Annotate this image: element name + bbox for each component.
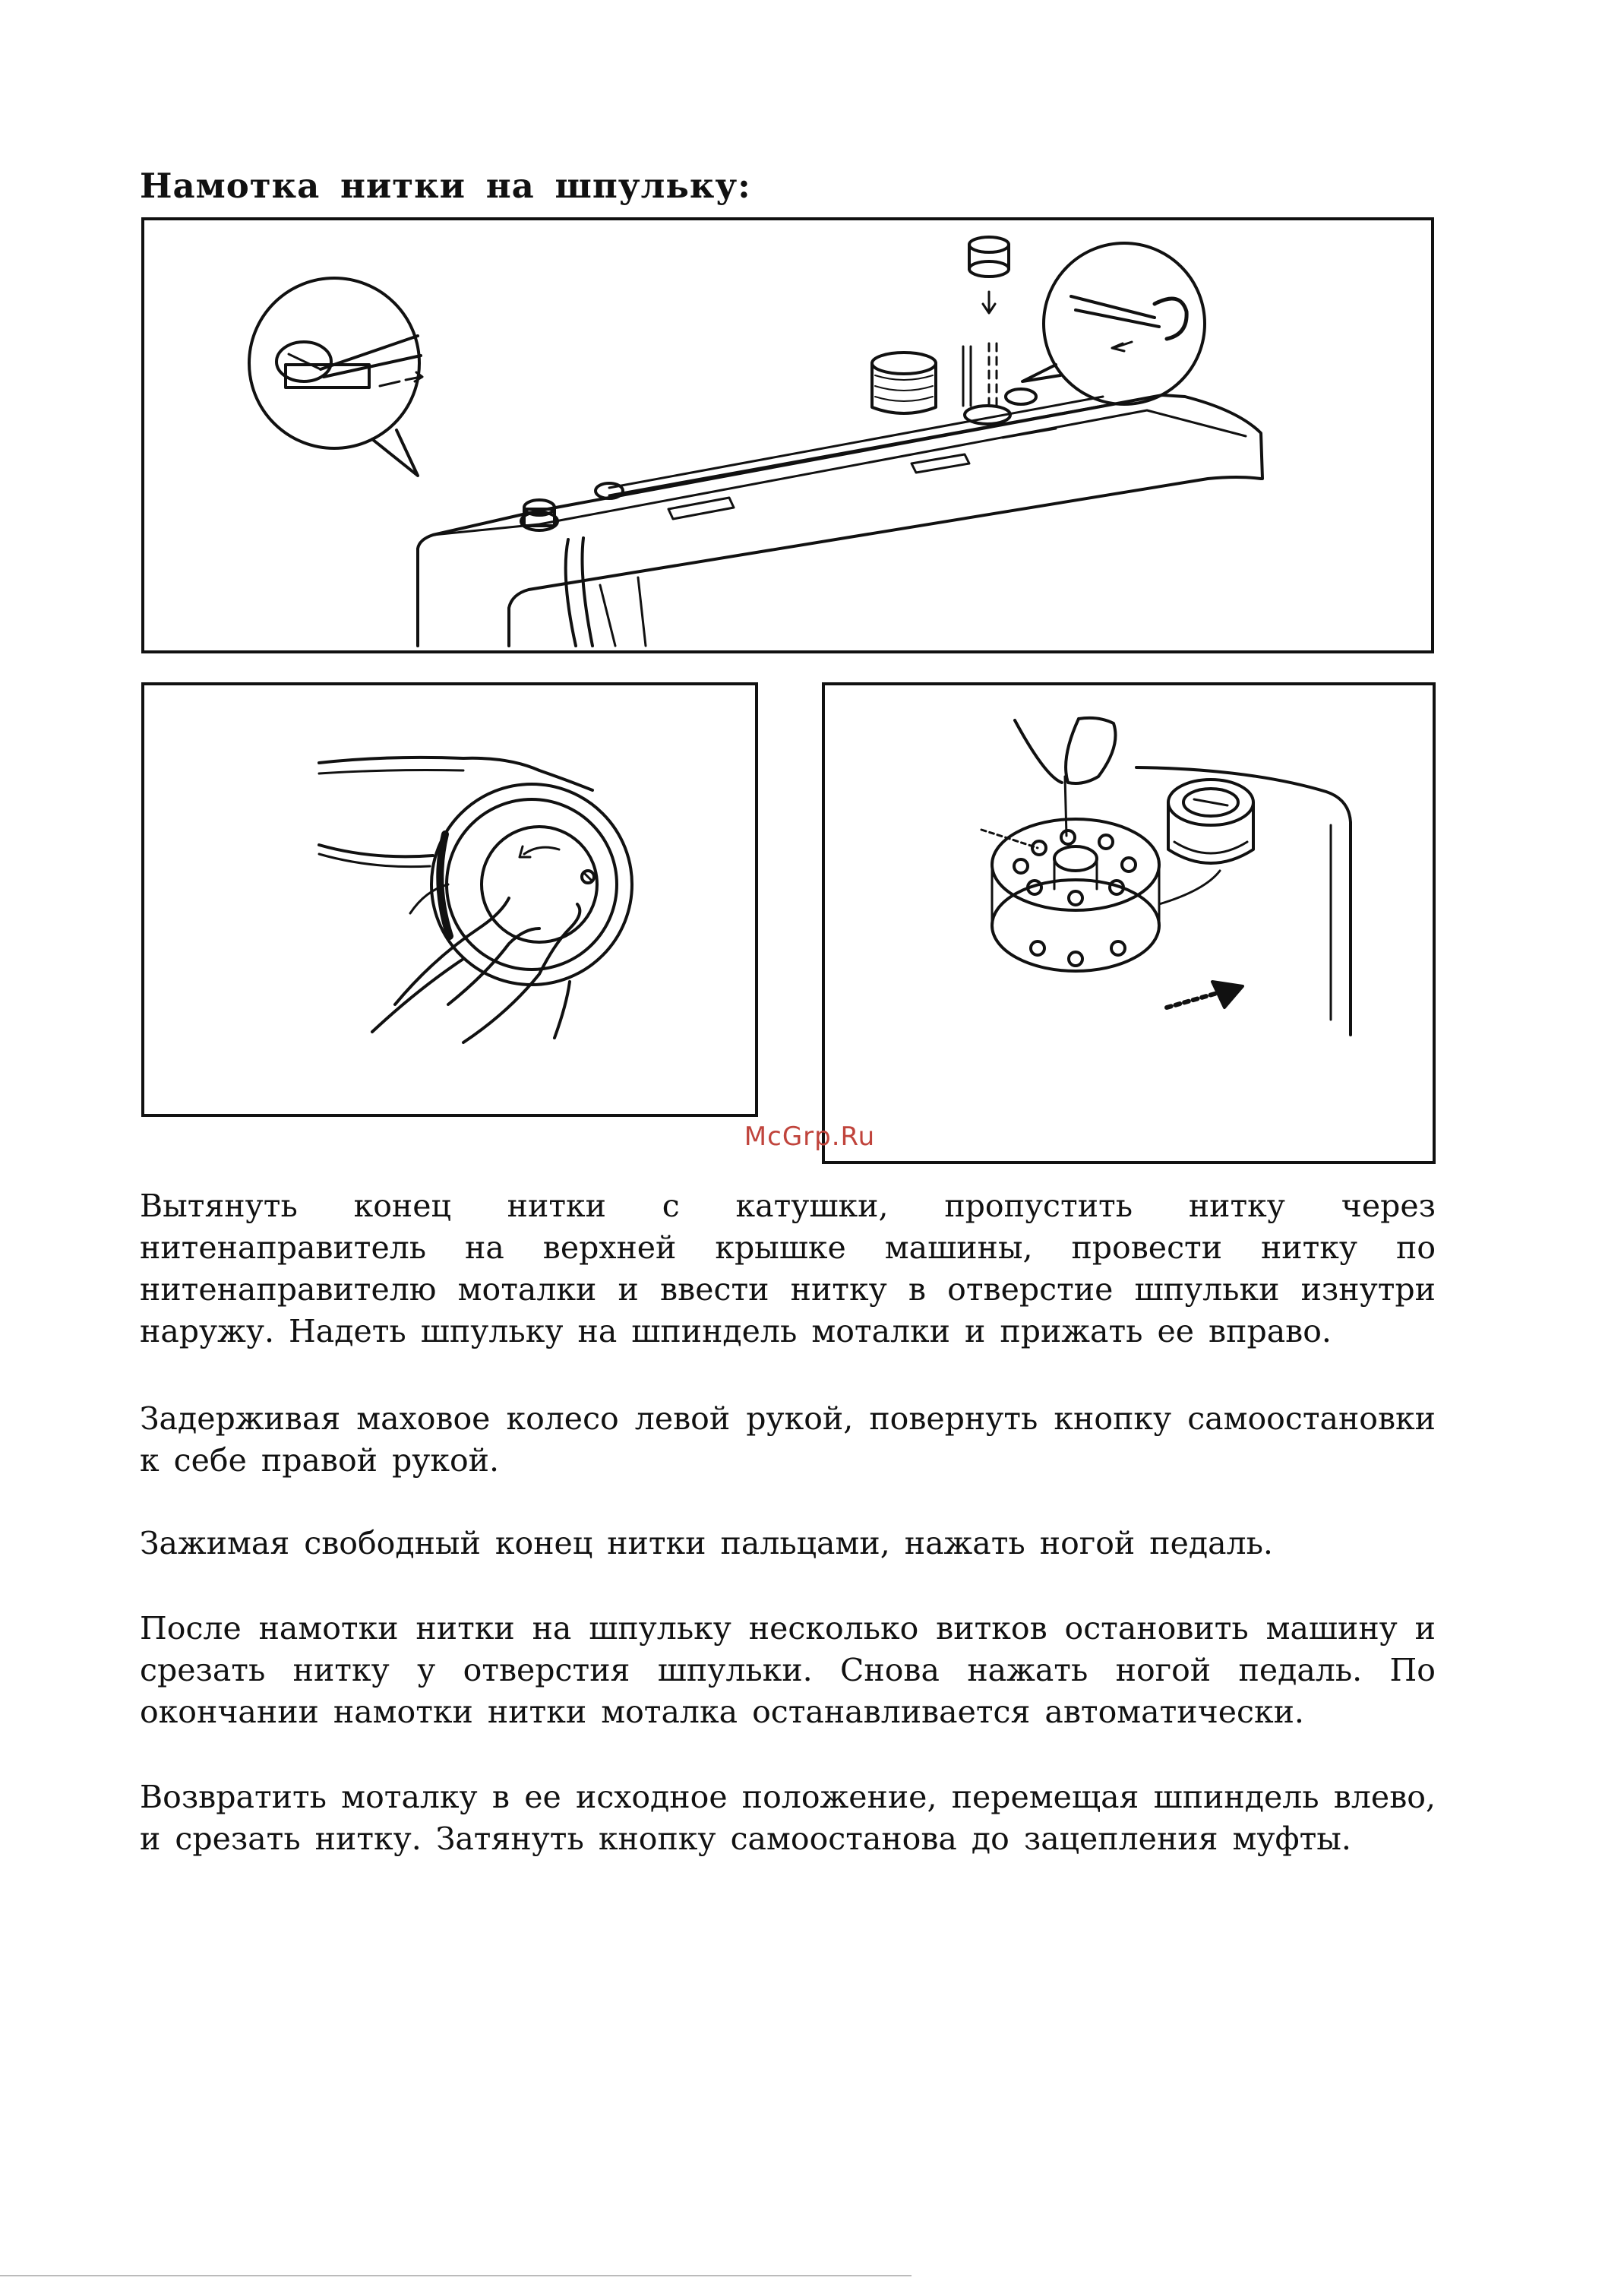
zoom-circle-right <box>1044 243 1205 404</box>
bottom-rule <box>0 2275 912 2276</box>
paragraph-3: Зажимая свободный конец нитки пальцами, нажать ногой педаль. <box>140 1525 1273 1561</box>
clutch-knob <box>482 827 597 942</box>
page-title: Намотка нитки на шпульку: <box>140 166 751 206</box>
paragraph-4: После намотки нитки на шпульку несколько витков остановить машину и срезать нитку у отверстия шпульки. Снова нажать ногой педаль. По окончании намотки нитки моталка останавливается автоматически. <box>140 1610 1436 1730</box>
paragraph-2: Задерживая маховое колесо левой рукой, повернуть кнопку самоостановки к себе правой рукой. <box>140 1400 1436 1479</box>
machine-body <box>418 395 1262 646</box>
illustration-bobbin-winder <box>822 682 1436 1164</box>
illustration-machine-top <box>141 217 1434 653</box>
paragraph-5: Возвратить моталку в ее исходное положение, перемещая шпиндель влево, и срезать нитку. Затянуть кнопку самоостанова до зацепления муфты. <box>140 1779 1436 1857</box>
paragraph-1: Вытянуть конец нитки с катушки, пропустить нитку через нитенаправитель на верхней крышке машины, провести нитку по нитенаправителю моталки и ввести нитку в отверстие шпульки изнутри наружу. Надеть шпульку на шпиндель моталки и прижать ее вправо. <box>140 1188 1436 1349</box>
handwheel <box>431 784 632 985</box>
watermark: McGrp.Ru <box>744 1121 876 1152</box>
illustration-handwheel <box>141 682 758 1117</box>
